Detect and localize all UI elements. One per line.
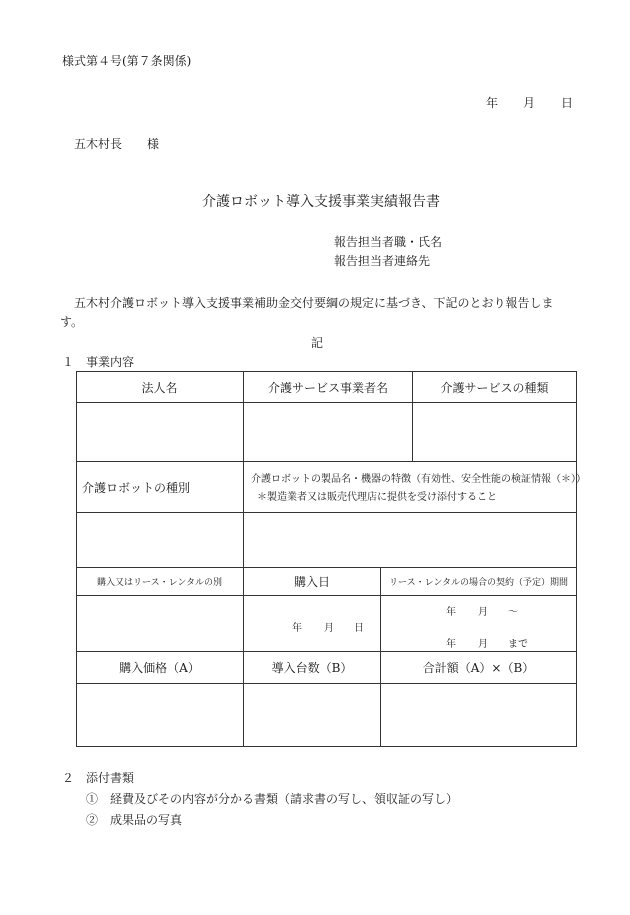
period-from-month: 月 — [478, 607, 488, 618]
input-quantity[interactable] — [244, 684, 380, 746]
body-text-line1: 五木村介護ロボット導入支援事業補助金交付要綱の規定に基づき、下記のとおり報告しま — [74, 296, 554, 310]
label-robot-type: 介護ロボットの種別 — [82, 480, 191, 495]
section2-title: 添付書類 — [86, 771, 135, 785]
section1-number: １ — [62, 355, 75, 369]
addressee-honorific: 様 — [147, 137, 160, 151]
header-service-type: 介護サービスの種類 — [440, 380, 549, 395]
input-corporation-name[interactable] — [77, 403, 243, 461]
attachment-item-2: ② 成果品の写真 — [86, 813, 183, 827]
input-price[interactable] — [77, 684, 243, 746]
label-product-info-line2: ＊製造業者又は販売代理店に提供を受け添付すること — [257, 492, 497, 503]
period-to-month: 月 — [478, 639, 488, 650]
input-service-type[interactable] — [413, 403, 576, 461]
ki-label: 記 — [311, 336, 324, 350]
addressee-name: 五木村長 — [74, 137, 123, 151]
reporter-name-label: 報告担当者職・氏名 — [334, 235, 443, 249]
purchase-date-month: 月 — [324, 623, 334, 634]
input-purchase-or-lease[interactable] — [77, 596, 243, 651]
input-product-info[interactable] — [244, 513, 576, 567]
attachment-item-1: ① 経費及びその内容が分かる書類（請求書の写し、領収証の写し） — [86, 792, 459, 806]
header-quantity: 導入台数（B） — [271, 661, 353, 675]
input-provider-name[interactable] — [244, 403, 412, 461]
business-table — [76, 371, 586, 747]
date-year: 年 — [486, 96, 499, 110]
header-purchase-date: 購入日 — [293, 575, 330, 589]
header-corporation-name: 法人名 — [141, 380, 178, 395]
form-number: 様式第４号(第７条関係) — [62, 54, 192, 68]
reporter-contact-label: 報告担当者連絡先 — [334, 254, 431, 268]
input-robot-type[interactable] — [77, 513, 243, 567]
period-from-year: 年 — [446, 607, 456, 618]
label-product-info-line1: 介護ロボットの製品名・機器の特徴（有効性、安全性能の検証情報（＊）） — [251, 474, 586, 485]
date-month: 月 — [523, 96, 536, 110]
period-from-sep: ～ — [508, 607, 518, 618]
period-to-year: 年 — [446, 639, 456, 650]
header-provider-name: 介護サービス事業者名 — [267, 380, 388, 395]
header-lease-period: リース・レンタルの場合の契約（予定）期間 — [389, 578, 568, 588]
header-price: 購入価格（A） — [119, 661, 200, 675]
header-total: 合計額（A）×（B） — [422, 661, 535, 675]
header-purchase-or-lease: 購入又はリース・レンタルの別 — [97, 578, 222, 588]
purchase-date-year: 年 — [292, 623, 302, 634]
date-day: 日 — [561, 96, 574, 110]
document-title: 介護ロボット導入支援事業実績報告書 — [202, 194, 440, 210]
period-to-until: まで — [508, 639, 528, 650]
purchase-date-day: 日 — [354, 623, 364, 634]
body-text-line2: す。 — [60, 315, 84, 329]
input-total[interactable] — [381, 684, 576, 746]
section2-number: ２ — [62, 771, 75, 785]
section1-title: 事業内容 — [86, 355, 135, 369]
